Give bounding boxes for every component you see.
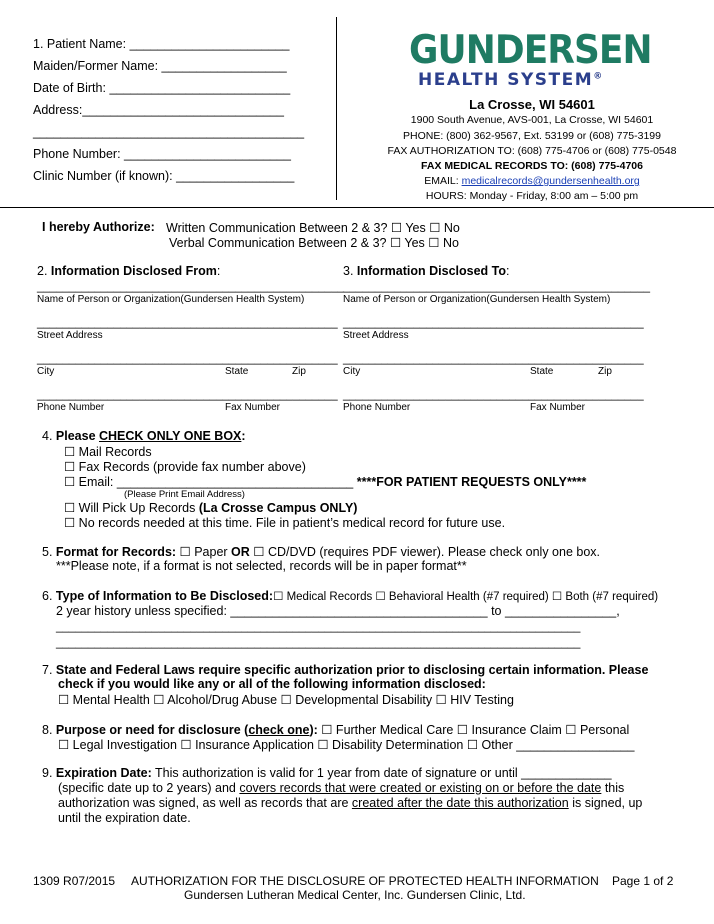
- dob-field[interactable]: [33, 81, 290, 95]
- to-heading: 3. Information Disclosed To:: [343, 264, 510, 278]
- patient-name-blank[interactable]: _______________________: [129, 37, 290, 51]
- format-paper-checkbox[interactable]: ☐ Paper: [176, 545, 232, 559]
- address-line2[interactable]: _______________________________________: [33, 125, 305, 139]
- from-street-caption: Street Address: [37, 330, 103, 341]
- expiration-date-blank[interactable]: This authorization is valid for 1 year from date of signature or until _____________: [151, 766, 612, 780]
- history-range[interactable]: 2 year history unless specified: _____________________________________ to ________________,: [56, 604, 620, 618]
- delivery-heading: 4. Please CHECK ONLY ONE BOX:: [42, 429, 246, 443]
- to-street-line[interactable]: _______________________________________________: [343, 317, 644, 329]
- to-city-line[interactable]: _______________________________________________: [343, 353, 644, 365]
- from-city-line[interactable]: _______________________________________________: [37, 353, 338, 365]
- address-field[interactable]: [33, 103, 284, 117]
- from-city-caption: City: [37, 366, 55, 377]
- dob-label: Date of Birth:: [33, 81, 106, 95]
- phone-field[interactable]: [33, 147, 291, 161]
- email-link[interactable]: medicalrecords@gundersenhealth.org: [461, 175, 640, 187]
- from-name-caption: Name of Person or Organization(Gundersen Health System): [37, 294, 305, 305]
- delivery-none-checkbox[interactable]: ☐ No records needed at this time. File in patient’s medical record for future use.: [64, 516, 506, 530]
- delivery-mail-checkbox[interactable]: ☐ Mail Records: [64, 445, 152, 459]
- maiden-name-field[interactable]: [33, 59, 287, 73]
- maiden-name-label: Maiden/Former Name:: [33, 59, 159, 73]
- from-street-line[interactable]: _______________________________________________: [37, 317, 338, 329]
- org-street: 1900 South Avenue, AVS-001, La Crosse, WI 54601: [410, 114, 654, 126]
- org-fax-auth: FAX AUTHORIZATION TO: (608) 775-4706 or (608) 775-0548: [387, 145, 677, 157]
- from-fax-caption: Fax Number: [225, 402, 281, 413]
- from-zip-caption: Zip: [292, 366, 306, 377]
- address-label: Address:: [33, 103, 83, 117]
- email-note: (Please Print Email Address): [124, 489, 245, 500]
- format-cd-checkbox[interactable]: ☐ CD/DVD (requires PDF viewer). Please check only one box.: [249, 545, 601, 559]
- expiration-line4: until the expiration date.: [58, 811, 191, 825]
- info-type-checkboxes[interactable]: ☐ Medical Records ☐ Behavioral Health (#7 required) ☐ Both (#7 required): [273, 591, 659, 603]
- format-note: ***Please note, if a format is not selected, records will be in paper format**: [56, 559, 467, 573]
- header-rule: [0, 207, 714, 208]
- from-phone-caption: Phone Number: [37, 402, 105, 413]
- authorize-label: I hereby Authorize:: [42, 220, 155, 234]
- to-fax-caption: Fax Number: [530, 402, 586, 413]
- patient-name-label: 1. Patient Name:: [33, 37, 127, 51]
- format-line: 5. Format for Records: ☐ Paper OR ☐ CD/DVD (requires PDF viewer). Please check only one box.: [42, 545, 601, 559]
- authorize-verbal[interactable]: Verbal Communication Between 2 & 3? ☐ Yes ☐ No: [169, 236, 459, 250]
- org-email-line: [352, 175, 712, 187]
- to-name-caption: Name of Person or Organization(Gundersen Health System): [343, 294, 611, 305]
- expiration-line1: 9. Expiration Date: This authorization is valid for 1 year from date of signature or until _____________: [42, 766, 612, 780]
- logo-wordmark: GUNDERSEN: [409, 28, 652, 73]
- delivery-pickup-checkbox[interactable]: ☐ Will Pick Up Records (La Crosse Campus ONLY): [64, 501, 358, 515]
- expiration-line3: authorization was signed, as well as records that are created after the date this authorization is signed, up: [58, 796, 643, 810]
- header-divider: [336, 17, 337, 200]
- to-street-caption: Street Address: [343, 330, 409, 341]
- specific-auth-checkboxes[interactable]: ☐ Mental Health ☐ Alcohol/Drug Abuse ☐ Developmental Disability ☐ HIV Testing: [58, 693, 514, 707]
- from-heading: 2. Information Disclosed From:: [37, 264, 221, 278]
- to-phone-caption: Phone Number: [343, 402, 411, 413]
- clinic-number-field[interactable]: [33, 169, 294, 183]
- to-state-caption: State: [530, 366, 554, 377]
- to-zip-caption: Zip: [598, 366, 612, 377]
- address-blank[interactable]: _____________________________: [82, 103, 284, 117]
- org-city: La Crosse, WI 54601: [469, 97, 595, 112]
- org-fax-records: FAX MEDICAL RECORDS TO: (608) 775-4706: [421, 160, 643, 172]
- patient-name-field[interactable]: [33, 37, 290, 51]
- footer-entities: Gundersen Lutheran Medical Center, Inc. Gundersen Clinic, Ltd.: [184, 888, 526, 902]
- form-code: 1309 R07/2015: [33, 874, 116, 888]
- info-type-heading: 6. Type of Information to Be Disclosed:☐ Medical Records ☐ Behavioral Health (#7 required) ☐ Both (#7 required): [42, 589, 659, 603]
- info-type-line1[interactable]: __________________________________________________________________________________: [56, 621, 581, 633]
- clinic-number-blank[interactable]: _________________: [176, 169, 295, 183]
- to-name-line[interactable]: ________________________________________________: [343, 281, 650, 293]
- logo-subtitle-text: HEALTH SYSTEM: [418, 70, 594, 90]
- phone-label: Phone Number:: [33, 147, 121, 161]
- maiden-name-blank[interactable]: __________________: [161, 59, 287, 73]
- to-phone-line[interactable]: _______________________________________________: [343, 389, 644, 401]
- authorize-written[interactable]: Written Communication Between 2 & 3? ☐ Yes ☐ No: [166, 221, 460, 235]
- purpose-checkboxes-1[interactable]: ☐ Further Medical Care ☐ Insurance Claim ☐ Personal: [317, 723, 630, 737]
- from-name-line[interactable]: ________________________________________________: [37, 281, 344, 293]
- purpose-heading: 8. Purpose or need for disclosure (check one): ☐ Further Medical Care ☐ Insurance Claim ☐ Personal: [42, 723, 630, 737]
- from-phone-line[interactable]: _______________________________________________: [37, 389, 338, 401]
- footer-title: AUTHORIZATION FOR THE DISCLOSURE OF PROTECTED HEALTH INFORMATION: [131, 874, 599, 888]
- info-type-line2[interactable]: __________________________________________________________________________________: [56, 637, 581, 649]
- specific-auth-title2: check if you would like any or all of the following information disclosed:: [58, 677, 486, 691]
- clinic-number-label: Clinic Number (if known):: [33, 169, 173, 183]
- to-city-caption: City: [343, 366, 361, 377]
- page-number: Page 1 of 2: [612, 874, 674, 888]
- delivery-email-checkbox[interactable]: ☐ Email: __________________________________ ****FOR PATIENT REQUESTS ONLY****: [64, 475, 587, 489]
- expiration-line2: (specific date up to 2 years) and covers records that were created or existing on or before the date this: [58, 781, 625, 795]
- phone-blank[interactable]: ________________________: [124, 147, 291, 161]
- purpose-checkboxes-2[interactable]: ☐ Legal Investigation ☐ Insurance Application ☐ Disability Determination ☐ Other _________________: [58, 738, 635, 752]
- email-label: EMAIL:: [424, 175, 462, 187]
- dob-blank[interactable]: __________________________: [109, 81, 291, 95]
- email-blank[interactable]: __________________________________: [116, 475, 354, 489]
- org-phone: PHONE: (800) 362-9567, Ext. 53199 or (608) 775-3199: [403, 130, 661, 142]
- specific-auth-title1: 7. State and Federal Laws require specific authorization prior to disclosing certain information. Please: [42, 663, 649, 677]
- delivery-fax-checkbox[interactable]: ☐ Fax Records (provide fax number above): [64, 460, 306, 474]
- from-state-caption: State: [225, 366, 249, 377]
- logo-subtitle: [418, 70, 602, 90]
- registered-mark: ®: [593, 71, 603, 82]
- org-hours: HOURS: Monday - Friday, 8:00 am – 5:00 pm: [425, 190, 639, 202]
